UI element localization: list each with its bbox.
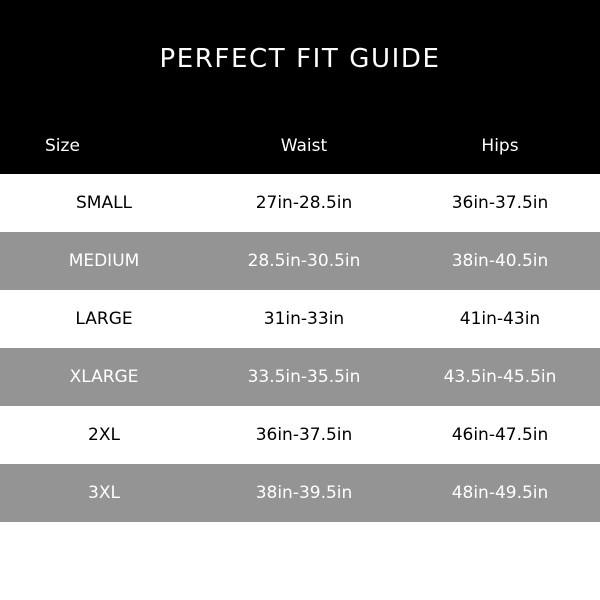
table-row [0, 348, 600, 406]
cell-size: LARGE [75, 309, 133, 329]
cell-waist: 31in-33in [263, 309, 345, 329]
cell-waist: 27in-28.5in [255, 193, 353, 213]
table-row [0, 406, 600, 464]
cell-size: MEDIUM [68, 251, 140, 271]
cell-size: XLARGE [69, 367, 139, 387]
column-header-waist: Waist [280, 136, 328, 156]
cell-waist: 33.5in-35.5in [247, 367, 361, 387]
cell-size: 3XL [88, 483, 120, 503]
table-row [0, 464, 600, 522]
cell-hips: 38in-40.5in [451, 251, 549, 271]
cell-hips: 43.5in-45.5in [443, 367, 557, 387]
footer-space [0, 522, 600, 582]
title-bar [0, 0, 600, 118]
cell-hips: 36in-37.5in [451, 193, 549, 213]
cell-hips: 46in-47.5in [451, 425, 549, 445]
cell-waist: 36in-37.5in [255, 425, 353, 445]
column-header-size: Size [45, 136, 80, 156]
cell-waist: 28.5in-30.5in [247, 251, 361, 271]
table-row [0, 290, 600, 348]
table-row [0, 232, 600, 290]
cell-waist: 38in-39.5in [255, 483, 353, 503]
cell-size: 2XL [88, 425, 120, 445]
cell-hips: 41in-43in [459, 309, 541, 329]
column-header-hips: Hips [481, 136, 519, 156]
cell-hips: 48in-49.5in [451, 483, 549, 503]
page-title: PERFECT FIT GUIDE [159, 44, 441, 74]
table-row [0, 174, 600, 232]
size-table [0, 118, 600, 522]
cell-size: SMALL [75, 193, 133, 213]
table-header-row [0, 118, 600, 174]
